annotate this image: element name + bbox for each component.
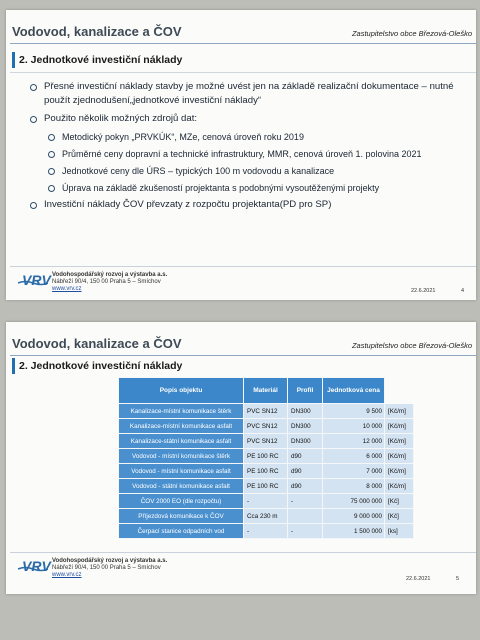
table-row xyxy=(119,419,414,434)
table-row xyxy=(119,524,414,539)
company-name: Vodohospodářský rozvoj a výstavba a.s. xyxy=(52,558,168,564)
table-row xyxy=(119,509,414,524)
table-row xyxy=(119,449,414,464)
row-price: 12 000 xyxy=(323,434,385,449)
company-info xyxy=(52,272,167,293)
list-item: Přesné investiční náklady stavby je možné uvést jen na základě realizační dokumentace – nutné použít zjednodušení„jednotkové investiční náklady“ xyxy=(30,80,470,108)
page-number: 5 xyxy=(456,576,460,582)
section-title: 2. Jednotkové investiční náklady xyxy=(12,52,182,68)
row-description: Vodovod - místní komunikace asfalt xyxy=(119,464,244,479)
row-profile: DN300 xyxy=(288,419,323,434)
header-divider xyxy=(10,43,476,44)
row-material: PVC SN12 xyxy=(244,419,288,434)
row-profile: - xyxy=(288,494,323,509)
footer-divider xyxy=(10,266,476,267)
table-header-row xyxy=(119,378,414,404)
row-unit: [Kč/m] xyxy=(385,419,414,434)
company-address: Nábřeží 90/4, 150 00 Praha 5 – Smíchov xyxy=(52,565,161,571)
row-profile: DN300 xyxy=(288,434,323,449)
row-price: 1 500 000 xyxy=(323,524,385,539)
company-address: Nábřeží 90/4, 150 00 Praha 5 – Smíchov xyxy=(52,279,161,285)
row-price: 8 000 xyxy=(323,479,385,494)
company-url[interactable]: www.vrv.cz xyxy=(52,572,82,578)
list-item: Použito několik možných zdrojů dat: xyxy=(30,112,470,126)
slide-title: Vodovod, kanalizace a ČOV xyxy=(12,24,182,39)
header-unit xyxy=(385,378,414,404)
table-row xyxy=(119,464,414,479)
company-name: Vodohospodářský rozvoj a výstavba a.s. xyxy=(52,272,168,278)
list-item: Metodický pokyn „PRVKÚK“, MZe, cenová úroveň roku 2019 xyxy=(48,130,470,144)
row-description: Příjezdová komunikace k ČOV xyxy=(119,509,244,524)
row-material: - xyxy=(244,524,288,539)
row-unit: [Kč/m] xyxy=(385,434,414,449)
slide-5 xyxy=(6,322,476,594)
table-row xyxy=(119,494,414,509)
list-item: Průměrné ceny dopravní a technické infrastruktury, MMR, cenová úroveň 1. polovina 2021 xyxy=(48,147,470,161)
row-profile: DN300 xyxy=(288,404,323,419)
row-unit: [Kč] xyxy=(385,509,414,524)
header-profile: Profil xyxy=(288,378,323,404)
list-item: Úprava na základě zkušeností projektanta s podobnými vysoutěženými projekty xyxy=(48,181,470,195)
row-description: Vodovod - státní komunikace asfalt xyxy=(119,479,244,494)
company-url[interactable]: www.vrv.cz xyxy=(52,286,82,292)
table-row xyxy=(119,479,414,494)
row-unit: [Kč/m] xyxy=(385,479,414,494)
row-material: PE 100 RC xyxy=(244,449,288,464)
row-profile: - xyxy=(288,524,323,539)
table-row xyxy=(119,404,414,419)
header-unit-price: Jednotková cena xyxy=(323,378,385,404)
row-profile: d90 xyxy=(288,449,323,464)
logo-text: VRV xyxy=(22,558,51,574)
row-material: PVC SN12 xyxy=(244,404,288,419)
row-description: Kanalizace-místní komunikace asfalt xyxy=(119,419,244,434)
row-profile: d90 xyxy=(288,479,323,494)
row-price: 9 500 xyxy=(323,404,385,419)
footer-date: 22.6.2021 xyxy=(406,576,431,582)
row-description: Kanalizace-místní komunikace štěrk xyxy=(119,404,244,419)
row-price: 7 000 xyxy=(323,464,385,479)
row-profile: d90 xyxy=(288,464,323,479)
row-unit: [Kč/m] xyxy=(385,464,414,479)
row-description: ČOV 2000 EO (dle rozpočtu) xyxy=(119,494,244,509)
header-material: Materiál xyxy=(244,378,288,404)
row-price: 9 000 000 xyxy=(323,509,385,524)
page-number: 4 xyxy=(461,288,465,294)
row-description: Čerpací stanice odpadních vod xyxy=(119,524,244,539)
row-price: 75 000 000 xyxy=(323,494,385,509)
row-unit: [Kč/m] xyxy=(385,404,414,419)
row-unit: [Kč] xyxy=(385,494,414,509)
company-logo xyxy=(22,558,51,574)
section-divider xyxy=(10,72,476,73)
row-price: 10 000 xyxy=(323,419,385,434)
list-item: Jednotkové ceny dle ÚRS – typických 100 m vodovodu a kanalizace xyxy=(48,164,470,178)
row-material: PE 100 RC xyxy=(244,479,288,494)
section-title: 2. Jednotkové investiční náklady xyxy=(12,358,182,374)
company-logo xyxy=(22,272,51,288)
bullet-list xyxy=(30,80,470,216)
footer-date: 22.6.2021 xyxy=(411,288,436,294)
table-row xyxy=(119,434,414,449)
logo-wave-icon xyxy=(18,280,48,286)
company-info xyxy=(52,558,167,579)
row-description: Vodovod - místní komunikace štěrk xyxy=(119,449,244,464)
row-unit: [Kč/m] xyxy=(385,449,414,464)
slide-org: Zastupitelstvo obce Březová-Oleško xyxy=(351,341,472,350)
header-description: Popis objektu xyxy=(119,378,244,404)
slide-org: Zastupitelstvo obce Březová-Oleško xyxy=(351,29,472,38)
row-unit: [ks] xyxy=(385,524,414,539)
slide-4 xyxy=(6,10,476,300)
footer-divider xyxy=(10,552,476,553)
row-price: 6 000 xyxy=(323,449,385,464)
row-description: Kanalizace-státní komunikace asfalt xyxy=(119,434,244,449)
logo-wave-icon xyxy=(18,566,48,572)
header-divider xyxy=(10,355,476,356)
row-material: PE 100 RC xyxy=(244,464,288,479)
slide-title: Vodovod, kanalizace a ČOV xyxy=(12,336,182,351)
list-item: Investiční náklady ČOV převzaty z rozpočtu projektanta(PD pro SP) xyxy=(30,198,470,212)
unit-cost-table xyxy=(118,377,414,539)
row-material: Cca 230 m xyxy=(244,509,288,524)
row-profile xyxy=(288,509,323,524)
logo-text: VRV xyxy=(22,272,51,288)
row-material: PVC SN12 xyxy=(244,434,288,449)
row-material: - xyxy=(244,494,288,509)
